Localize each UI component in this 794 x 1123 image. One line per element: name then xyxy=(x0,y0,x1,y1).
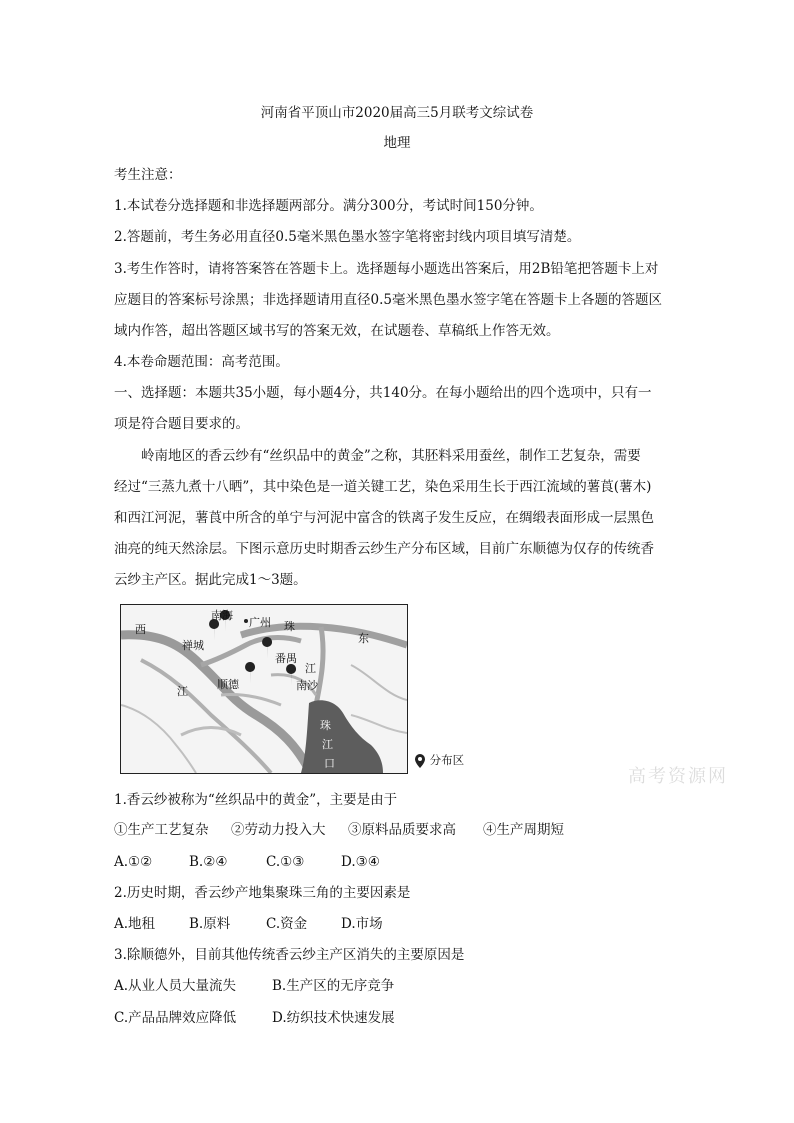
exam-title: 河南省平顶山市2020届高三5月联考文综试卷 xyxy=(260,105,534,121)
question-3-options-row2 xyxy=(114,1008,395,1028)
statement: ③原料品质要求高 xyxy=(348,822,456,838)
notice-item: 2.答题前，考生务必用直径0.5毫米黑色墨水签字笔将密封线内项目填写清楚。 xyxy=(114,229,581,245)
map-label-zhu: 珠 xyxy=(284,620,295,633)
option-b[interactable]: B.②④ xyxy=(189,854,228,870)
option-c[interactable]: C.产品品牌效应降低 xyxy=(114,1010,237,1026)
map-label-estuary-kou: 口 xyxy=(324,757,335,770)
watermark: 高考资源网 xyxy=(628,766,728,787)
map-pin-icon xyxy=(414,753,426,769)
question-2-stem: 2.历史时期，香云纱产地集聚珠三角的主要因素是 xyxy=(114,885,411,901)
option-c[interactable]: C.①③ xyxy=(266,854,305,870)
option-a[interactable]: A.①② xyxy=(114,854,153,870)
notice-item: 1.本试卷分选择题和非选择题两部分。满分300分，考试时间150分钟。 xyxy=(114,198,543,214)
question-1-options xyxy=(114,852,380,872)
section-instruction: 一、选择题：本题共35小题，每小题4分，共140分。在每小题给出的四个选项中，只有一 xyxy=(114,385,652,401)
section-instruction: 项是符合题目要求的。 xyxy=(114,416,249,432)
map-label-shunde: 顺德 xyxy=(217,678,239,691)
notice-item: 应题目的答案标号涂黑；非选择题请用直径0.5毫米黑色墨水签字笔在答题卡上各题的答题区 xyxy=(114,292,662,308)
option-d[interactable]: D.③④ xyxy=(341,854,380,870)
distribution-map xyxy=(120,604,408,774)
map-label-dong: 东 xyxy=(358,632,369,645)
notice-item: 3.考生作答时，请将答案答在答题卡上。选择题每小题选出答案后，用2B铅笔把答题卡上对 xyxy=(114,261,659,277)
map-label-panyu: 番禺 xyxy=(275,652,297,665)
legend-label: 分布区 xyxy=(429,753,465,767)
question-1-statements xyxy=(114,820,564,840)
passage-line: 经过“三蒸九煮十八晒”，其中染色是一道关键工艺，染色采用生长于西江流域的薯莨(薯木) xyxy=(114,479,652,495)
passage-line: 油亮的纯天然涂层。下图示意历史时期香云纱生产分布区域，目前广东顺德为仅存的传统香 xyxy=(114,541,654,557)
passage-line: 和西江河泥，薯莨中所含的单宁与河泥中富含的铁离子发生反应，在绸缎表面形成一层黑色 xyxy=(114,510,654,526)
map-label-xi: 西 xyxy=(135,623,146,636)
option-d[interactable]: D.纺织技术快速发展 xyxy=(272,1010,395,1026)
map-label-nansha: 南沙 xyxy=(296,679,318,692)
map-legend xyxy=(414,752,464,769)
notice-heading: 考生注意： xyxy=(114,167,182,183)
question-3-options-row1 xyxy=(114,976,394,996)
option-b[interactable]: B.生产区的无序竞争 xyxy=(272,978,395,994)
option-a[interactable]: A.从业人员大量流失 xyxy=(114,978,237,994)
statement: ②劳动力投入大 xyxy=(231,822,326,838)
option-c[interactable]: C.资金 xyxy=(266,916,308,932)
notice-item: 域内作答，超出答题区域书写的答案无效，在试题卷、草稿纸上作答无效。 xyxy=(114,323,560,339)
statement: ①生产工艺复杂 xyxy=(114,822,209,838)
passage-line: 岭南地区的香云纱有“丝织品中的黄金”之称，其胚料采用蚕丝，制作工艺复杂，需要 xyxy=(141,448,641,464)
map-label-chancheng: 禅城 xyxy=(182,639,204,652)
statement: ④生产周期短 xyxy=(483,822,564,838)
map-label-estuary-zhu: 珠 xyxy=(320,719,331,732)
map-label-nanhai: 南海 xyxy=(211,609,233,622)
question-3-stem: 3.除顺德外，目前其他传统香云纱主产区消失的主要原因是 xyxy=(114,947,465,963)
option-b[interactable]: B.原料 xyxy=(189,916,231,932)
option-a[interactable]: A.地租 xyxy=(114,916,156,932)
question-1-stem: 1.香云纱被称为“丝织品中的黄金”，主要是由于 xyxy=(114,792,398,808)
notice-item: 4.本卷命题范围：高考范围。 xyxy=(114,354,289,370)
passage-line: 云纱主产区。据此完成1～3题。 xyxy=(114,572,307,588)
question-2-options xyxy=(114,914,383,934)
map-label-jiang-west: 江 xyxy=(177,685,188,698)
map-label-guangzhou: 广州 xyxy=(249,616,271,629)
option-d[interactable]: D.市场 xyxy=(341,916,383,932)
subject-title: 地理 xyxy=(383,135,411,151)
map-label-jiang-east: 江 xyxy=(305,662,316,675)
map-label-estuary-jiang: 江 xyxy=(322,738,333,751)
